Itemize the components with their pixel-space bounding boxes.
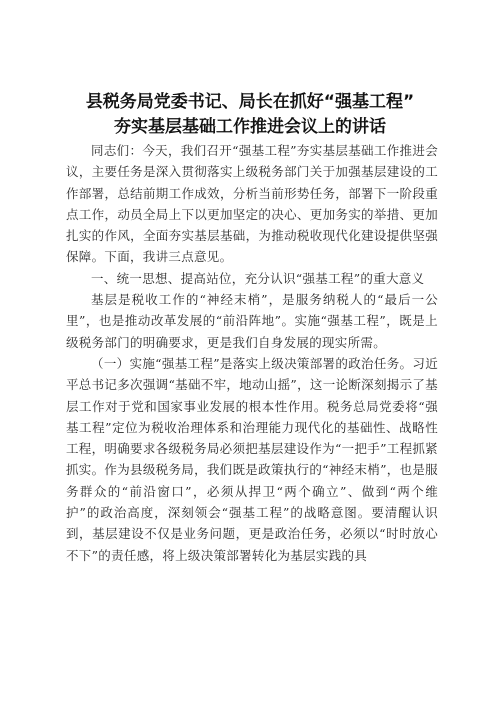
body-paragraph: 基层是税收工作的“神经末梢”，是服务纳税人的“最后一公里”，也是推动改革发展的“前沿阵地”。实施“强基工程”，既是上级税务部门的明确要求，更是我们自身发展的现实所需。 [66,292,438,350]
section-heading-1: 一、统一思想、提高站位，充分认识“强基工程”的重大意义 [91,270,425,286]
document-body [66,140,438,566]
subsection-paragraph-1: （一）实施“强基工程”是落实上级决策部署的政治任务。习近平总书记多次强调“基础不牢，地动山摇”，这一论断深刻揭示了基层工作对于党和国家事业发展的根本性作用。税务总局党委将“强基工程”定位为税收治理体系和治理能力现代化的基础性、战略性工程，明确要求各级税务局必须把基层建设作为“一把手”工程抓紧抓实。作为县级税务局，我们既是政策执行的“神经末梢”，也是服务群众的“前沿窗口”，必须从捍卫“两个确立”、做到“两个维护”的政治高度，深刻领会“强基工程”的战略意图。要清醒认识到，基层建设不仅是业务问题，更是政治任务，必须以“时时放心不下”的责任感，将上级决策部署转化为基层实践的具 [66,355,438,563]
document-title-line-2: 夯实基层基础工作推进会议上的讲话 [114,117,386,137]
document-title-line-1: 县税务局党委书记、局长在抓好“强基工程” [85,92,415,112]
opening-paragraph: 同志们：今天，我们召开“强基工程”夯实基层基础工作推进会议，主要任务是深入贯彻落实上级税务部门关于加强基层建设的工作部署，总结前期工作成效，分析当前形势任务，部署下一阶段重点工作，动员全局上下以更加坚定的决心、更加务实的举措、更加扎实的作风，全面夯实基层基础，为推动税收现代化建设提供坚强保障。下面，我讲三点意见。 [66,143,438,265]
